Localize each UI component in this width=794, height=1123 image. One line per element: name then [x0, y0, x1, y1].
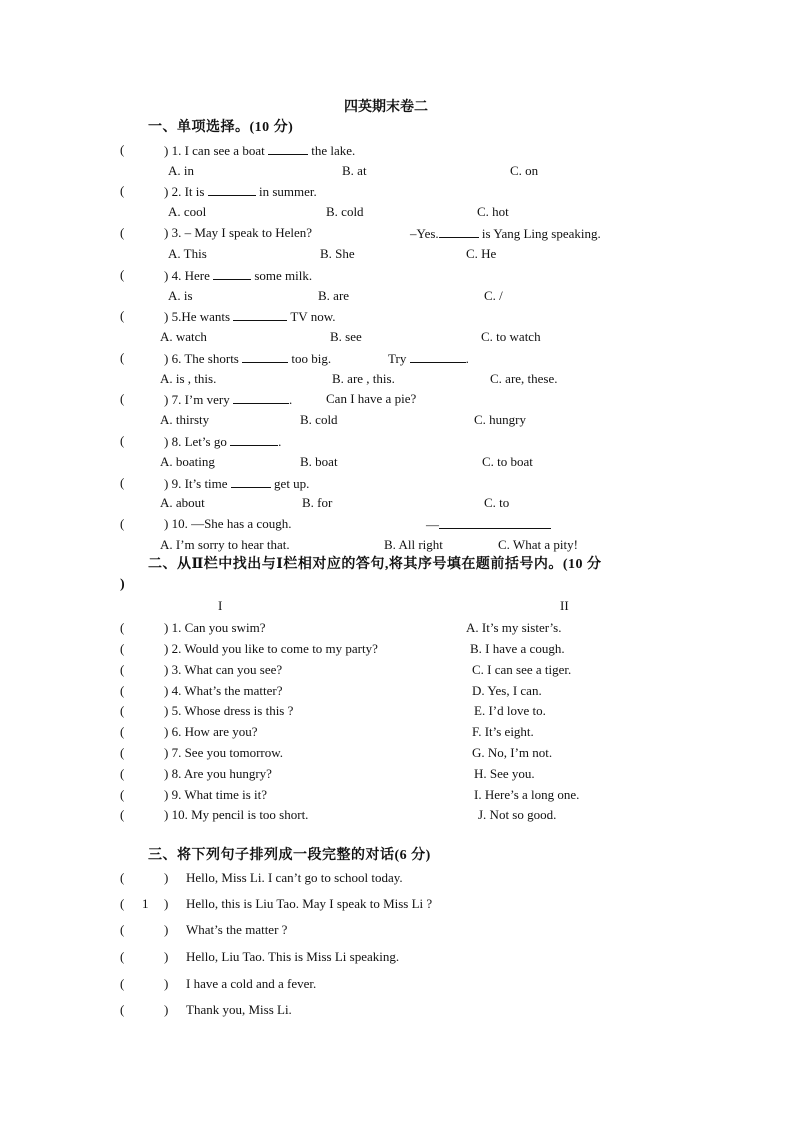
- q5-option-c: C. to watch: [481, 329, 541, 344]
- q7-stem: ) 7. I’m very .: [164, 392, 293, 407]
- match5-open-bracket: (: [120, 703, 125, 718]
- q4-stem: ) 4. Here some milk.: [164, 268, 313, 283]
- match7-open-bracket: (: [120, 745, 125, 760]
- q1-option-b: B. at: [342, 163, 367, 178]
- q2-option-b: B. cold: [326, 204, 364, 219]
- q2-option-c: C. hot: [477, 204, 509, 219]
- order3-open-bracket: (: [120, 922, 125, 937]
- match2-question: ) 2. Would you like to come to my party?: [164, 641, 378, 656]
- order5-close-bracket: ): [164, 976, 169, 991]
- match2-answer: B. I have a cough.: [470, 641, 565, 656]
- q2-open-bracket: (: [120, 183, 125, 198]
- match6-open-bracket: (: [120, 724, 125, 739]
- q3-stem-answer: –Yes. is Yang Ling speaking.: [410, 226, 601, 241]
- order4-close-bracket: ): [164, 949, 169, 964]
- section2-heading-wrap: ): [120, 577, 126, 592]
- q9-option-c: C. to: [484, 495, 510, 510]
- order5-sentence: I have a cold and a fever.: [186, 976, 317, 991]
- q7-option-c: C. hungry: [474, 412, 526, 427]
- match8-open-bracket: (: [120, 766, 125, 781]
- order5-open-bracket: (: [120, 976, 125, 991]
- q5-stem: ) 5.He wants TV now.: [164, 309, 336, 324]
- q7-option-b: B. cold: [300, 412, 338, 427]
- match8-answer: H. See you.: [474, 766, 535, 781]
- q1-option-a: A. in: [168, 163, 194, 178]
- order4-open-bracket: (: [120, 949, 125, 964]
- q10-option-b: B. All right: [384, 537, 443, 552]
- match4-open-bracket: (: [120, 683, 125, 698]
- q1-stem: ) 1. I can see a boat the lake.: [164, 143, 356, 158]
- match1-question: ) 1. Can you swim?: [164, 620, 266, 635]
- match10-answer: J. Not so good.: [478, 807, 557, 822]
- match5-answer: E. I’d love to.: [474, 703, 546, 718]
- q6-option-c: C. are, these.: [490, 371, 558, 386]
- match8-question: ) 8. Are you hungry?: [164, 766, 272, 781]
- match3-answer: C. I can see a tiger.: [472, 662, 572, 677]
- q8-option-a: A. boating: [160, 454, 215, 469]
- q4-option-c: C. /: [484, 288, 503, 303]
- match1-open-bracket: (: [120, 620, 125, 635]
- q10-answer-line: —: [426, 516, 551, 533]
- order6-sentence: Thank you, Miss Li.: [186, 1002, 292, 1017]
- q8-open-bracket: (: [120, 433, 125, 448]
- match6-answer: F. It’s eight.: [472, 724, 534, 739]
- q10-option-c: C. What a pity!: [498, 537, 578, 552]
- q4-option-a: A. is: [168, 288, 193, 303]
- q3-option-a: A. This: [168, 246, 207, 261]
- order1-close-bracket: ): [164, 870, 169, 885]
- match5-question: ) 5. Whose dress is this ?: [164, 703, 294, 718]
- q9-stem: ) 9. It’s time get up.: [164, 476, 310, 491]
- q1-open-bracket: (: [120, 142, 125, 157]
- section2-heading: 二、从Ⅱ栏中找出与Ⅰ栏相对应的答句,将其序号填在题前括号内。(10 分: [148, 557, 602, 572]
- order3-sentence: What’s the matter ?: [186, 922, 288, 937]
- column-2-header: II: [560, 598, 569, 613]
- q4-option-b: B. are: [318, 288, 350, 303]
- q10-stem: ) 10. —She has a cough.: [164, 516, 292, 531]
- q7-open-bracket: (: [120, 391, 125, 406]
- q6-option-a: A. is , this.: [160, 371, 217, 386]
- q5-option-a: A. watch: [160, 329, 207, 344]
- match10-open-bracket: (: [120, 807, 125, 822]
- q6-stem: ) 6. The shorts too big.: [164, 351, 332, 366]
- q9-option-b: B. for: [302, 495, 333, 510]
- section1-heading: 一、单项选择。(10 分): [148, 120, 294, 135]
- q8-stem: ) 8. Let’s go .: [164, 434, 282, 449]
- match7-question: ) 7. See you tomorrow.: [164, 745, 284, 760]
- order6-close-bracket: ): [164, 1002, 169, 1017]
- match6-question: ) 6. How are you?: [164, 724, 258, 739]
- page-title: 四英期末卷二: [344, 100, 428, 115]
- order2-number: 1: [142, 896, 149, 911]
- column-1-header: I: [218, 598, 223, 613]
- q3-open-bracket: (: [120, 225, 125, 240]
- q5-option-b: B. see: [330, 329, 362, 344]
- match3-question: ) 3. What can you see?: [164, 662, 283, 677]
- order6-open-bracket: (: [120, 1002, 125, 1017]
- match9-question: ) 9. What time is it?: [164, 787, 268, 802]
- order1-open-bracket: (: [120, 870, 125, 885]
- match4-answer: D. Yes, I can.: [472, 683, 542, 698]
- q7-stem-extra: Can I have a pie?: [326, 391, 417, 406]
- match2-open-bracket: (: [120, 641, 125, 656]
- order2-open-bracket: (: [120, 896, 125, 911]
- match1-answer: A. It’s my sister’s.: [466, 620, 562, 635]
- q3-option-b: B. She: [320, 246, 355, 261]
- match9-open-bracket: (: [120, 787, 125, 802]
- q9-option-a: A. about: [160, 495, 205, 510]
- q9-open-bracket: (: [120, 475, 125, 490]
- q5-open-bracket: (: [120, 308, 125, 323]
- q3-option-c: C. He: [466, 246, 497, 261]
- q8-option-c: C. to boat: [482, 454, 533, 469]
- q10-option-a: A. I’m sorry to hear that.: [160, 537, 290, 552]
- match3-open-bracket: (: [120, 662, 125, 677]
- q6-stem-extra: Try .: [388, 351, 469, 366]
- q4-open-bracket: (: [120, 267, 125, 282]
- order4-sentence: Hello, Liu Tao. This is Miss Li speaking.: [186, 949, 400, 964]
- match7-answer: G. No, I’m not.: [472, 745, 553, 760]
- q10-open-bracket: (: [120, 516, 125, 531]
- section3-heading: 三、将下列句子排列成一段完整的对话(6 分): [148, 848, 431, 863]
- q7-option-a: A. thirsty: [160, 412, 210, 427]
- order3-close-bracket: ): [164, 922, 169, 937]
- q8-option-b: B. boat: [300, 454, 338, 469]
- q3-stem: ) 3. – May I speak to Helen?: [164, 225, 313, 240]
- order1-sentence: Hello, Miss Li. I can’t go to school today.: [186, 870, 403, 885]
- q6-option-b: B. are , this.: [332, 371, 395, 386]
- q2-stem: ) 2. It is in summer.: [164, 184, 317, 199]
- match9-answer: I. Here’s a long one.: [474, 787, 580, 802]
- q1-option-c: C. on: [510, 163, 539, 178]
- q6-open-bracket: (: [120, 350, 125, 365]
- match10-question: ) 10. My pencil is too short.: [164, 807, 309, 822]
- q2-option-a: A. cool: [168, 204, 207, 219]
- order2-close-bracket: ): [164, 896, 169, 911]
- match4-question: ) 4. What’s the matter?: [164, 683, 283, 698]
- order2-sentence: Hello, this is Liu Tao. May I speak to Miss Li ?: [186, 896, 433, 911]
